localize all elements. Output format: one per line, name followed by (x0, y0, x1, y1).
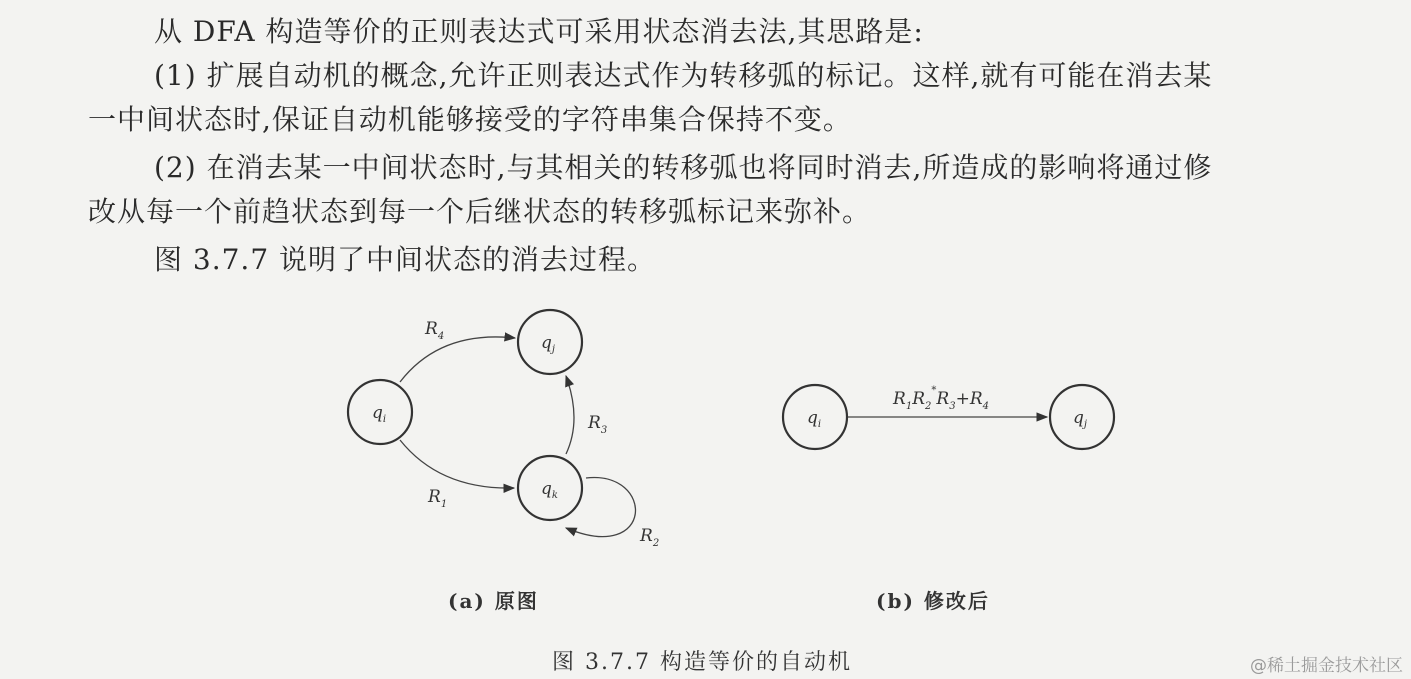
watermark: @稀土掘金技术社区 (1250, 656, 1403, 676)
edge-qk-qj (566, 376, 574, 454)
paragraph-line: 一中间状态时,保证自动机能够接受的字符串集合保持不变。 (88, 103, 852, 136)
edge-label-r4: $R_4$ (425, 319, 445, 342)
figure-caption: 图 3.7.7 构造等价的自动机 (552, 650, 852, 675)
paragraph-line: 图 3.7.7 说明了中间状态的消去过程。 (154, 243, 657, 276)
state-qj-label: $q_j$ (1073, 408, 1087, 430)
edge-label-r1: $R_1$ (428, 487, 448, 510)
paragraph-line: (2) 在消去某一中间状态时,与其相关的转移弧也将同时消去,所造成的影响将通过修 (154, 151, 1213, 184)
figure-b (783, 385, 1114, 449)
edge-qi-qk (400, 440, 514, 488)
paragraph-line: (1) 扩展自动机的概念,允许正则表达式作为转移弧的标记。这样,就有可能在消去某 (154, 59, 1213, 92)
figure-a (348, 310, 659, 549)
state-qj-label: $q_j$ (541, 333, 555, 355)
figure-a-caption: (a) 原图 (448, 589, 539, 613)
figure-b-caption: (b) 修改后 (876, 589, 990, 613)
edge-qi-qj (400, 337, 515, 382)
state-qi-label: $q_i$ (807, 408, 822, 430)
edge-label-r2: $R_2$ (640, 526, 660, 549)
paragraph-line: 改从每一个前趋状态到每一个后继状态的转移弧标记来弥补。 (88, 195, 872, 228)
state-qk-label: $q_k$ (541, 479, 558, 501)
paragraph-line: 从 DFA 构造等价的正则表达式可采用状态消去法,其思路是: (154, 15, 924, 48)
state-qi-label: $q_i$ (372, 403, 387, 425)
edge-label-combined: $R_1R_2^*R_3+R_4$ (893, 385, 989, 412)
edge-label-r3: $R_3$ (588, 413, 608, 436)
